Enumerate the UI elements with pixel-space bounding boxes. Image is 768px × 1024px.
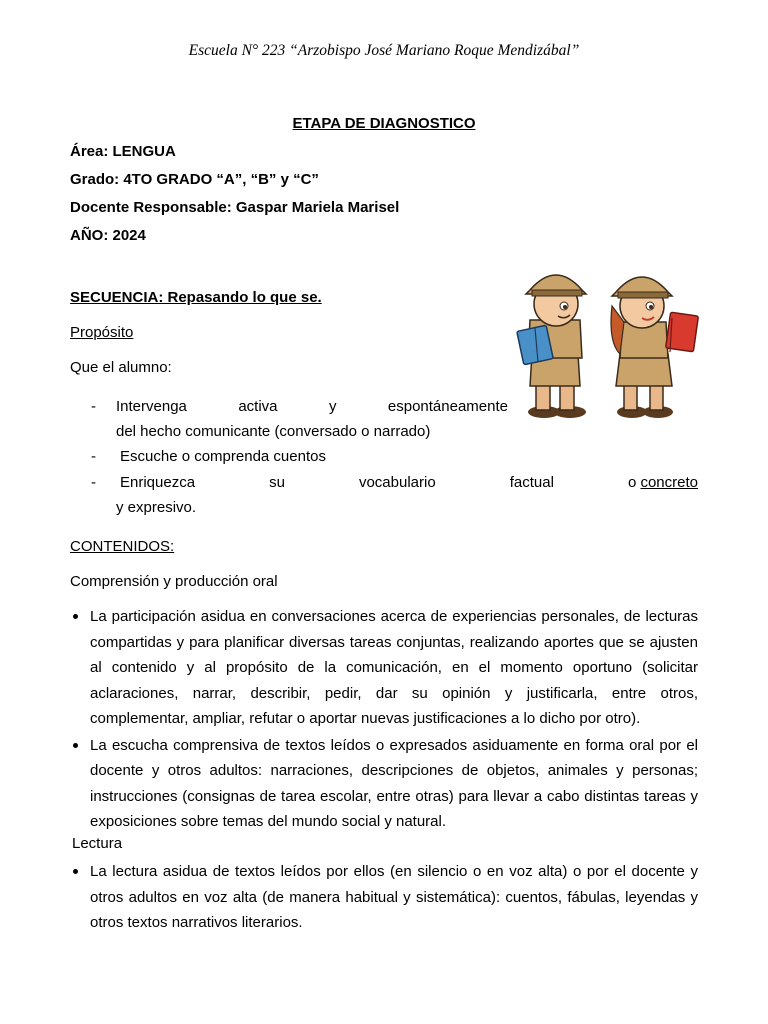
- dash-marker: -: [91, 398, 96, 415]
- word: vocabulario: [358, 474, 436, 491]
- girl-figure: [611, 277, 698, 418]
- proposito-item-1-line1: [116, 398, 508, 415]
- proposito-intro: Que el alumno:: [70, 359, 172, 376]
- word-group: [628, 474, 698, 491]
- bullet-dot: [73, 869, 78, 874]
- bullet-dot: [73, 614, 78, 619]
- proposito-heading: Propósito: [70, 324, 134, 341]
- word: su: [269, 474, 285, 491]
- dash-marker: -: [91, 474, 96, 491]
- secuencia-heading: SECUENCIA: Repasando lo que se.: [70, 289, 322, 306]
- list-item: [70, 604, 698, 732]
- anio-line: AÑO: 2024: [70, 227, 146, 244]
- word: y: [328, 398, 337, 415]
- list-item-text: La participación asidua en conversaciones acerca de experiencias personales, de lecturas compartidas y para planificar diversas tareas conjuntas, realizando aportes que se ajusten al contenido y al propósito de la comunicación, en el momento oportuno (solicitar aclaraciones, narrar, describir, pedir, dar su opinión y justificarla, entre otros, complementar, ampliar, refutar o aportar nuevas justificaciones a lo dicho por otro).: [90, 608, 698, 727]
- explorer-kids-reading-icon: [512, 262, 702, 420]
- list-item-text: La escucha comprensiva de textos leídos o expresados asiduamente en forma oral por el docente y otros adultos: narraciones, descripciones de objetos, animales y personas; instrucciones (consignas de tarea escolar, entre otras) para llevar a cabo distintas tareas y exposiciones sobre temas del mundo social y natural.: [90, 736, 698, 830]
- word: Intervenga: [116, 398, 187, 415]
- contenidos-bullet-list: [70, 604, 698, 835]
- word: o: [627, 474, 641, 491]
- grado-line: Grado: 4TO GRADO “A”, “B” y “C”: [70, 171, 319, 188]
- word-underlined: concreto: [640, 474, 698, 491]
- proposito-item-2: Escuche o comprenda cuentos: [120, 448, 326, 465]
- area-line: Área: LENGUA: [70, 143, 176, 160]
- boy-figure: [517, 275, 586, 418]
- docente-line: Docente Responsable: Gaspar Mariela Marisel: [70, 199, 400, 216]
- contenidos-heading: CONTENIDOS:: [70, 538, 175, 555]
- list-item: [70, 859, 698, 936]
- page-title: ETAPA DE DIAGNOSTICO: [292, 115, 476, 132]
- proposito-item-1-line2: del hecho comunicante (conversado o narrado): [116, 423, 431, 440]
- dash-marker: -: [91, 448, 96, 465]
- word: factual: [509, 474, 554, 491]
- word: activa: [238, 398, 278, 415]
- contenidos-subheading: Comprensión y producción oral: [70, 573, 278, 590]
- lectura-heading: Lectura: [72, 835, 123, 852]
- proposito-item-3-line2: y expresivo.: [116, 499, 197, 516]
- word: Enriquezca: [120, 474, 196, 491]
- school-header: Escuela N° 223 “Arzobispo José Mariano Roque Mendizábal”: [188, 42, 580, 59]
- list-item-text: La lectura asidua de textos leídos por ellos (en silencio o en voz alta) o por el docente y otros adultos en voz alta (de manera habitual y sistemática): cuentos, fábulas, leyendas y otros textos narrativos literarios.: [90, 863, 698, 931]
- lectura-bullet-list: [70, 859, 698, 936]
- proposito-item-3-line1: [120, 474, 698, 491]
- bullet-dot: [73, 743, 78, 748]
- list-item: [70, 733, 698, 835]
- word: espontáneamente: [387, 398, 508, 415]
